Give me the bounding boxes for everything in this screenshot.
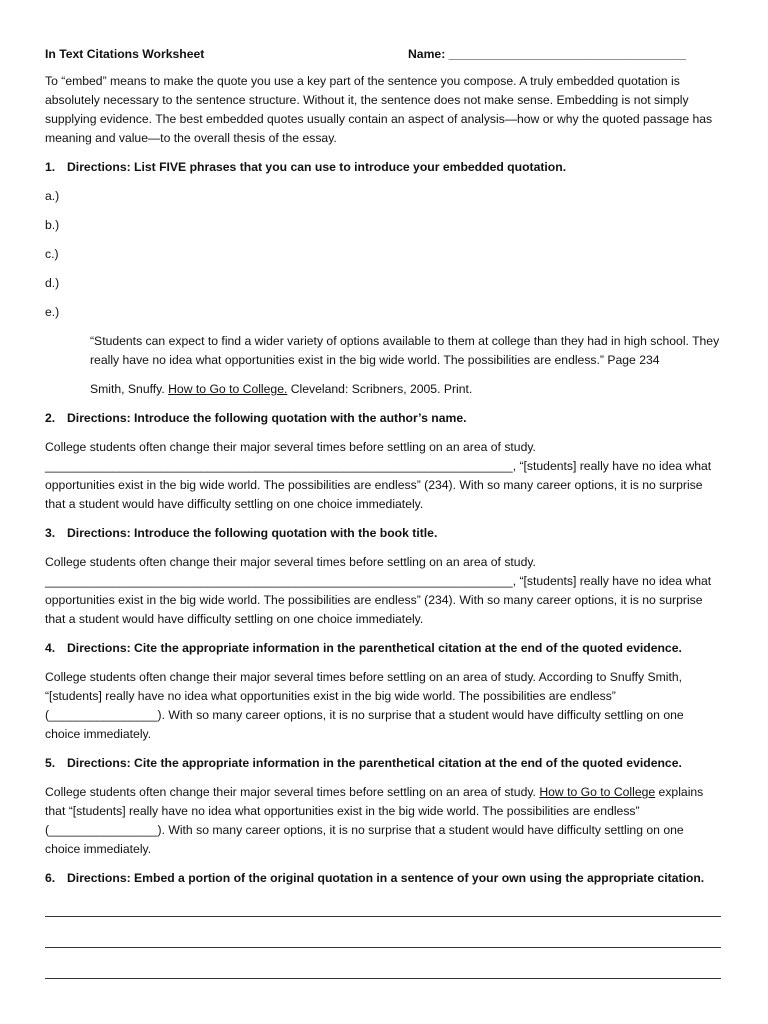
question-5 — [45, 754, 721, 859]
question-6-directions: Directions: Embed a portion of the original quotation in a sentence of your own using the appropriate citation. — [67, 871, 705, 885]
answer-line[interactable] — [45, 898, 721, 917]
answer-line-e[interactable]: e.) — [45, 305, 60, 319]
worksheet-header — [45, 45, 721, 65]
question-3-heading — [45, 524, 721, 543]
question-1-number: 1. — [45, 160, 56, 174]
question-6 — [45, 869, 721, 979]
question-5-directions: Directions: Cite the appropriate information in the parenthetical citation at the end of the quoted evidence. — [67, 756, 682, 770]
answer-line[interactable] — [45, 960, 721, 979]
question-6-answer-lines — [45, 898, 721, 979]
question-6-number: 6. — [45, 871, 56, 885]
cite-publication: Cleveland: Scribners, 2005. Print. — [287, 382, 473, 396]
works-cited-entry — [90, 380, 721, 399]
question-5-heading — [45, 754, 721, 773]
question-2-directions: Directions: Introduce the following quotation with the author’s name. — [67, 411, 467, 425]
question-2-number: 2. — [45, 411, 56, 425]
worksheet-title: In Text Citations Worksheet — [45, 47, 205, 61]
source-quote-block — [90, 332, 721, 399]
question-4-number: 4. — [45, 641, 56, 655]
source-quotation: “Students can expect to find a wider variety of options available to them at college than they had in high school. They really have no idea what opportunities exist in the big wide world. The possibilities are endless.” Page 234 — [90, 334, 720, 367]
question-5-passage[interactable] — [45, 783, 721, 859]
question-1 — [45, 158, 721, 322]
cite-author: Smith, Snuffy. — [90, 382, 169, 396]
question-5-number: 5. — [45, 756, 56, 770]
question-3-passage[interactable]: College students often change their major several times before settling on an area of study. _____________________________________________________________________, “[students] really have no idea what opportunities exist in the big wide world. The possibilities are endless” (234). With so many career options, it is no surprise that a student would have difficulty settling on one choice immediately. — [45, 555, 712, 626]
question-5-passage-end: explains that “[students] really have no idea what opportunities exist in the big wide world. The possibilities are endless” (________________). With so many career options, it is no surprise that a student would have difficulty settling on one choice immediately. — [45, 785, 704, 856]
question-4 — [45, 639, 721, 744]
question-5-book-title: How to Go to College — [539, 785, 656, 799]
worksheet-page — [45, 45, 721, 991]
question-2-heading — [45, 409, 721, 428]
answer-line-d[interactable]: d.) — [45, 276, 60, 290]
intro-paragraph: To “embed” means to make the quote you use a key part of the sentence you compose. A truly embedded quotation is absolutely necessary to the sentence structure. Without it, the sentence does not make sense. Embedding is not simply supplying evidence. The best embedded quotes usually contain an aspect of analysis—how or why the quoted passage has meaning and value—to the overall thesis of the essay. — [45, 74, 713, 145]
question-2 — [45, 409, 721, 514]
question-5-passage-start: College students often change their major several times before settling on an area of study. — [45, 785, 540, 799]
question-1-heading — [45, 158, 721, 177]
answer-line-a[interactable]: a.) — [45, 189, 60, 203]
question-4-passage[interactable]: College students often change their major several times before settling on an area of study. According to Snuffy Smith, “[students] really have no idea what opportunities exist in the big wide world. The possibilities are endless” (________________). With so many career options, it is no surprise that a student would have difficulty settling on one choice immediately. — [45, 670, 684, 741]
question-4-directions: Directions: Cite the appropriate information in the parenthetical citation at the end of the quoted evidence. — [67, 641, 682, 655]
question-4-heading — [45, 639, 721, 658]
question-6-heading — [45, 869, 721, 888]
question-2-passage[interactable]: College students often change their major several times before settling on an area of study. _____________________________________________________________________, “[students] really have no idea what opportunities exist in the big wide world. The possibilities are endless” (234). With so many career options, it is no surprise that a student would have difficulty settling on one choice immediately. — [45, 440, 712, 511]
answer-line[interactable] — [45, 929, 721, 948]
question-3-directions: Directions: Introduce the following quotation with the book title. — [67, 526, 438, 540]
question-3 — [45, 524, 721, 629]
answer-line-b[interactable]: b.) — [45, 218, 60, 232]
question-3-number: 3. — [45, 526, 56, 540]
cite-book-title: How to Go to College. — [168, 382, 288, 396]
answer-line-c[interactable]: c.) — [45, 247, 59, 261]
question-1-directions: Directions: List FIVE phrases that you can use to introduce your embedded quotation. — [67, 160, 567, 174]
name-field-label: Name: ___________________________________ — [408, 47, 686, 61]
